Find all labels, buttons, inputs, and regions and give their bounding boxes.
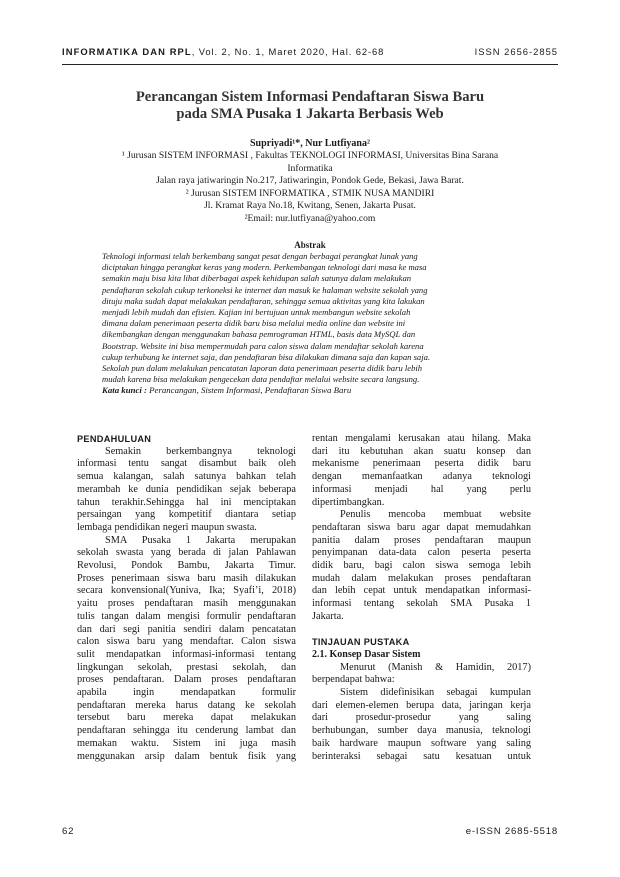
body-text-line: menggunakan arsip dalam bentuk fisik yang <box>77 750 296 762</box>
body-column-left <box>77 433 296 763</box>
affiliation-line: Informatika <box>287 162 333 174</box>
keywords-text: Perancangan, Sistem Informasi, Pendaftaran Siswa Baru <box>146 385 352 395</box>
title-line: Perancangan Sistem Informasi Pendaftaran Siswa Baru <box>135 89 485 105</box>
author-email: ²Email: nur.lutfiyana@yahoo.com <box>244 212 376 224</box>
body-text-line: pendaftaran sehingga itu cenderung lambat dan <box>77 725 296 737</box>
abstract-line: diciptakan hingga perangkat keras yang modern. Perkembangan teknologi dari masa ke masa <box>102 262 427 273</box>
affiliation-line: ² Jurusan SISTEM INFORMATIKA , STMIK NUSA MANDIRI <box>185 187 435 199</box>
affiliations <box>62 150 558 226</box>
title-line: pada SMA Pusaka 1 Jakarta Berbasis Web <box>176 106 444 122</box>
body-text-line: Jakarta. <box>312 610 344 622</box>
abstract-line: dituju maka sudah dapat melakukan pendaftaran, sehingga semua aktivitas yang kita lakukan <box>102 295 425 306</box>
abstract-heading: Abstrak <box>294 240 326 250</box>
body-text-line: persaingan yang kompetitif diantara setiap <box>77 509 296 521</box>
body-text-line: Sistem didefinisikan sebagai kumpulan <box>340 687 531 699</box>
body-text-line: dari prosedur-prosedur yang saling <box>312 712 531 724</box>
body-text-line: proses pendaftaran. Dalam proses pendaftaran <box>77 674 296 686</box>
body-text-line: mudah dalam melakukan proses pendaftaran <box>312 572 531 584</box>
header-rule <box>62 64 558 65</box>
body-text-line: berpendapat bahwa: <box>312 674 395 686</box>
subsection-heading: 2.1. Konsep Dasar Sistem <box>312 648 421 660</box>
body-text-line: merambah ke dunia pendidikan sejak beberapa <box>77 483 296 495</box>
journal-citation <box>62 46 384 57</box>
body-text-line: tahun terakhir.Sehingga hal ini menciptakan <box>77 496 296 508</box>
abstract-line: mudah karena bisa melakukan pengecekan data pendaftar melalui website secara langsung. <box>102 374 420 385</box>
abstract-line: menjadi lebih mudah dan efisien. Kajian ini bertujuan untuk membangun website sekolah <box>102 307 411 318</box>
body-text-line: dari itu kebutuhan akan suatu konsep dan <box>312 445 531 457</box>
body-text-line: informasi menjadi hal yang perlu <box>312 483 531 495</box>
body-text-line: sekolah swasta yang berada di jalan Pahlawan <box>77 547 296 559</box>
page-number: 62 <box>62 826 75 837</box>
affiliation-line: Jl. Kramat Raya No.18, Kwitang, Senen, Jakarta Pusat. <box>204 200 416 212</box>
body-text-line: lembaga pendidikan negeri maupun swasta. <box>77 521 257 533</box>
section-heading: PENDAHULUAN <box>77 434 152 444</box>
body-text-line: semua kalangan, salah satunya bahkan telah <box>77 471 296 483</box>
body-text-line: informasi tentu sangat disambut baik oleh <box>77 458 296 470</box>
body-text-line: secara konvensional(Yuniva, Ika; Syafi’i, 2018) <box>77 585 296 597</box>
affiliation-line: ¹ Jurusan SISTEM INFORMASI , Fakultas TEKNOLOGI INFORMASI, Universitas Bina Sarana <box>121 150 499 161</box>
body-text-line: sulit mendapatkan informasi-informasi tentang <box>77 648 296 660</box>
abstract-line: dikembangkan dengan menggunakan bahasa pemrograman HTML, basis data MySQL dan <box>102 329 416 340</box>
body-text-line: dengan memanfaatkan adanya teknologi <box>312 471 531 483</box>
body-text-line: SMA Pusaka 1 Jakarta merupakan <box>105 534 296 546</box>
abstract-line: pendaftaran sekolah cukup terkoneksi ke internet dan masuk ke halaman website sekolah yang <box>102 284 428 295</box>
body-text-line: informasi tentang sekolah SMA Pusaka 1 <box>312 598 531 610</box>
journal-volume: , Vol. 2, No. 1, Maret 2020, Hal. 62-68 <box>191 46 385 57</box>
author-list: Supriyadi¹*, Nur Lutfiyana² <box>249 138 370 149</box>
body-text-line: rentan mengalami kerusakan atau hilang. Maka <box>312 433 531 444</box>
body-column-right <box>312 433 531 763</box>
body-text-line: Proses penerimaan siswa baru masih dilakukan <box>77 572 296 584</box>
journal-name: INFORMATIKA DAN RPL <box>62 46 192 57</box>
abstract-body <box>102 251 518 385</box>
abstract-line: Sekolah pun dalam melakukan pencatatan laporan data penerimaan peserta didik baru lebih <box>102 363 423 374</box>
abstract-line: Bootstrap. Website ini bisa mempermudah para calon siswa dalam mendaftar sekolah karena <box>102 340 424 351</box>
paragraph-gap <box>312 624 531 637</box>
footer-eissn: e-ISSN 2685-5518 <box>465 826 558 837</box>
body-text-line: mekanisme penerimaan peserta didik baru <box>312 458 531 470</box>
running-header <box>62 46 558 62</box>
body-text-line: berhubungan, sumber daya manusia, teknologi <box>312 725 531 737</box>
journal-issn: ISSN 2656-2855 <box>474 46 558 57</box>
body-text-line: tulis tangan dalam mengisi formulir pendaftaran <box>77 610 296 622</box>
body-text-line: panitia dalam proses pendaftaran maupun <box>312 534 531 546</box>
body-text-line: Semakin berkembangnya teknologi <box>105 445 296 457</box>
body-text-line: tersebut baru mereka dapat melakukan <box>77 712 296 724</box>
affiliation-line: Jalan raya jatiwaringin No.217, Jatiwaringin, Pondok Gede, Bekasi, Jawa Barat. <box>156 175 464 187</box>
body-text-line: memakan waktu. Sistem ini juga masih <box>77 737 296 749</box>
body-text-line: Menurut (Manish & Hamidin, 2017) <box>340 661 531 673</box>
page-footer <box>62 826 558 840</box>
body-text-line: yaitu proses pendaftaran masih menggunakan <box>77 598 296 610</box>
body-text-line: baik hardware maupun software yang saling <box>312 737 531 749</box>
body-text-line: dan lebih cepat untuk mendapatkan informasi- <box>312 585 531 597</box>
abstract-line: Teknologi informasi telah berkembang sangat pesat dengan berbagai perangkat lunak yang <box>102 251 418 261</box>
body-text-line: didik baru, bagi calon siswa semoga lebih <box>312 560 531 572</box>
abstract-line: semakin maju bisa kita lihat diberbagai aspek kehidupan salah satunya dalam melakukan <box>102 273 412 284</box>
keywords <box>102 385 518 395</box>
body-text-line: penyimpanan data-data calon peserta peserta <box>312 547 531 559</box>
body-text-line: pendaftaran siswa baru agar dapat memudahkan <box>312 521 531 533</box>
body-text-line: calon siswa baru yang mendaftar. Calon siswa <box>77 636 296 648</box>
body-text-line: Penulis mencoba membuat website <box>340 509 531 521</box>
paper-title <box>62 89 558 123</box>
body-text-line: pendaftaran mereka harus datang ke sekolah <box>77 699 296 711</box>
section-heading: TINJAUAN PUSTAKA <box>312 637 410 648</box>
keywords-label: Kata kunci : <box>102 385 147 395</box>
body-text-line: dari elemen-elemen berupa data, jaringan kerja <box>312 699 531 711</box>
body-text-line: apabila ingin mendapatkan formulir <box>77 687 296 699</box>
body-text-line: dipertimbangkan. <box>312 496 385 508</box>
body-text-line: Revolusi, Pondok Bambu, Jakarta Timur. <box>77 560 296 572</box>
abstract-line: cukup terhubung ke internet saja, dan pendaftaran bisa dilakukan dimana saja dan kapan saja. <box>102 351 431 362</box>
body-text-line: dan dari segi panitia sendiri dalam pencatatan <box>77 623 296 635</box>
body-text-line: berinteraksi sebagai satu kesatuan untuk <box>312 750 531 762</box>
abstract-line: dimana dalam penerimaan peserta didik baru bisa melalui media online dan website ini <box>102 318 406 329</box>
body-text-line: lingkungan sekolah, prestasi sekolah, dan <box>77 661 296 673</box>
